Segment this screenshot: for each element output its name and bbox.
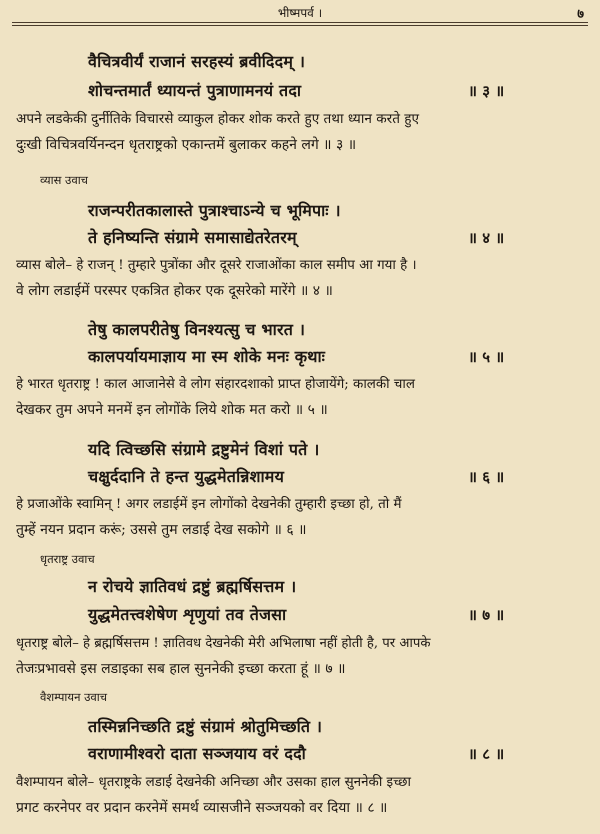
verse-5-line-1: तेषु कालपरीतेषु विनश्यत्सु च भारत ।: [88, 320, 306, 339]
verse-5-line-2: कालपर्यायमाज्ञाय मा स्म शोके मनः कृथाः: [88, 347, 326, 366]
translation-5-line-2: देखकर तुम अपने मनमें इन लोगोंके लिये शोक मत करो ॥ ५ ॥: [16, 402, 328, 418]
verse-4-line-1: राजन्परीतकालास्ते पुत्राश्चाऽन्ये च भूमिपाः ।: [88, 201, 341, 220]
verse-6-line-2: चक्षुर्ददानि ते हन्त युद्धमेतन्निशामय: [88, 467, 285, 486]
translation-4-line-2: वे लोग लडाईमें परस्पर एकत्रित होकर एक दूसरेको मारेंगे ॥ ४ ॥: [16, 283, 333, 299]
verse-8-line-1: तस्मिन्ननिच्छति द्रष्टुं संग्रामं श्रोतुमिच्छति ।: [88, 717, 323, 736]
translation-4-line-1: व्यास बोले– हे राजन् ! तुम्हारे पुत्रोंका और दूसरे राजाओंका काल समीप आ गया है ।: [16, 258, 417, 273]
translation-5-line-1: हे भारत धृतराष्ट्र ! काल आजानेसे वे लोग संहारदशाको प्राप्त होजायेंगे; कालकी चाल: [16, 377, 415, 392]
translation-8-line-2: प्रगट करनेपर वर प्रदान करनेमें समर्थ व्यासजीने सञ्जयको वर दिया ॥ ८ ॥: [16, 800, 388, 816]
speaker-heading: धृतराष्ट्र उवाच: [40, 552, 95, 566]
verse-8-number: ॥ ८ ॥: [468, 745, 505, 763]
verse-3-number: ॥ ३ ॥: [468, 82, 505, 100]
verse-6-line-1: यदि त्विच्छसि संग्रामे द्रष्टुमेनं विशां पते ।: [88, 440, 320, 459]
verse-7-number: ॥ ७ ॥: [468, 606, 505, 624]
verse-5-number: ॥ ५ ॥: [468, 348, 505, 366]
verse-6-number: ॥ ६ ॥: [468, 468, 505, 486]
header-rule: [12, 22, 588, 23]
translation-3-line-1: अपने लडकेकी दुर्नीतिके विचारसे व्याकुल होकर शोक करते हुए तथा ध्यान करते हुए: [16, 111, 420, 127]
page-number: ७: [577, 7, 584, 22]
verse-7-line-1: न रोचये ज्ञातिवधं द्रष्टुं ब्रह्मर्षिसत्तम ।: [88, 577, 297, 596]
verse-3-line-1: वैचित्रवीर्यं राजानं सरहस्यं ब्रवीदिदम् ।: [88, 52, 306, 71]
page-header: [0, 0, 600, 22]
verse-3-line-2: शोचन्तमार्तं ध्यायन्तं पुत्राणामनयं तदा: [88, 81, 302, 100]
translation-6-line-1: हे प्रजाओंके स्वामिन् ! अगर लडाईमें इन लोगोंको देखनेकी तुम्हारी इच्छा हो, तो मैं: [16, 497, 402, 512]
speaker-heading: व्यास उवाच: [40, 173, 88, 187]
verse-4-number: ॥ ४ ॥: [468, 229, 505, 247]
verse-8-line-2: वराणामीश्वरो दाता सञ्जयाय वरं ददौ: [88, 744, 306, 763]
translation-7-line-2: तेजःप्रभावसे इस लडाइका सब हाल सुननेकी इच्छा करता हूं ॥ ७ ॥: [16, 661, 346, 677]
verse-4-line-2: ते हनिष्यन्ति संग्रामे समासाद्येतरेतरम्: [88, 228, 297, 247]
speaker-heading: वैशम्पायन उवाच: [40, 690, 108, 704]
translation-7-line-1: धृतराष्ट्र बोले– हे ब्रह्मर्षिसत्तम ! ज्ञातिवध देखनेकी मेरी अभिलाषा नहीं होती है, पर आपके: [16, 636, 431, 651]
verse-7-line-2: युद्धमेतत्त्वशेषेण शृणुयां तव तेजसा: [88, 605, 287, 624]
translation-6-line-2: तुम्हें नयन प्रदान करूं; उससे तुम लडाई देख सकोगे ॥ ६ ॥: [16, 522, 307, 538]
header-rule-double: [12, 25, 588, 26]
translation-8-line-1: वैशम्पायन बोले– धृतराष्ट्रके लडाई देखनेकी अनिच्छा और उसका हाल सुननेकी इच्छा: [16, 775, 411, 790]
running-title: भीष्मपर्व ।: [277, 6, 323, 20]
translation-3-line-2: दुःखी विचित्रवर्यिनन्दन धृतराष्ट्रको एकान्तमें बुलाकर कहने लगे ॥ ३ ॥: [16, 137, 357, 153]
